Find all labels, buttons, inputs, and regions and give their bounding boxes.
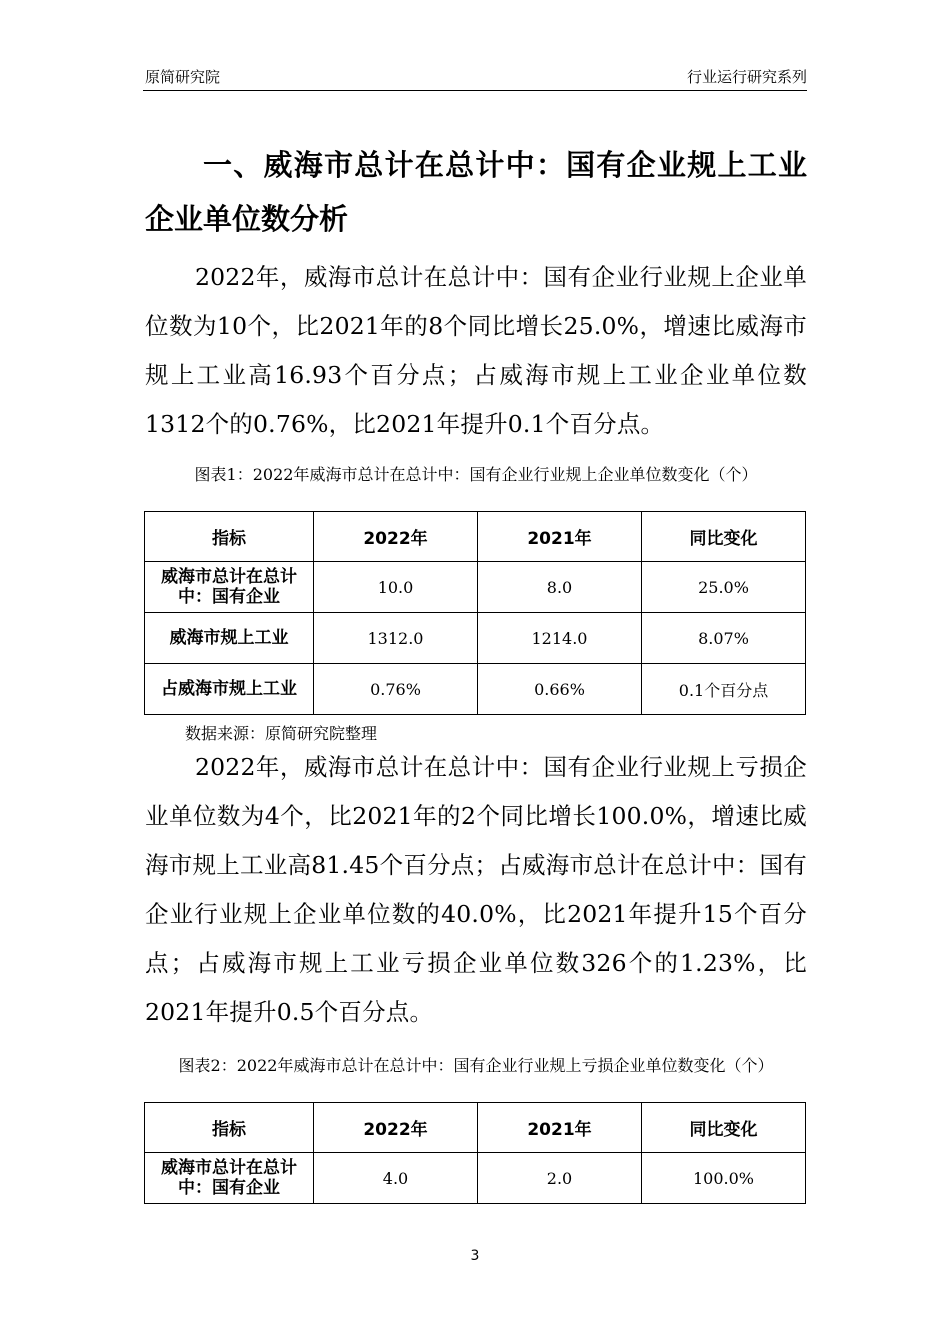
header-org: 原简研究院: [145, 68, 221, 86]
table-cell: 8.0: [478, 562, 642, 613]
table-cell: 威海市总计在总计中：国有企业: [145, 1153, 314, 1204]
table-cell: 威海市规上工业: [145, 613, 314, 664]
table-cell: 4.0: [314, 1153, 478, 1204]
table-cell: 0.1个百分点: [642, 664, 806, 715]
table-header-row: [145, 512, 806, 562]
table-header-row: [145, 1103, 806, 1153]
table-header-cell: 同比变化: [642, 512, 806, 562]
table-header-cell: 2022年: [314, 1103, 478, 1153]
data-source-note: 数据来源：原简研究院整理: [185, 724, 378, 743]
table-header-cell: 同比变化: [642, 1103, 806, 1153]
header-rule: [143, 90, 807, 91]
table-cell: 1312.0: [314, 613, 478, 664]
table-cell: 25.0%: [642, 562, 806, 613]
table-row: [145, 562, 806, 613]
table-row: [145, 613, 806, 664]
table-row: [145, 1153, 806, 1204]
header-series: 行业运行研究系列: [686, 68, 807, 86]
table-cell: 0.66%: [478, 664, 642, 715]
table-cell: 1214.0: [478, 613, 642, 664]
table-header-cell: 指标: [145, 1103, 314, 1153]
section-title: 一、威海市总计在总计中：国有企业规上工业企业单位数分析: [145, 148, 807, 236]
table-row: [145, 664, 806, 715]
table-header-cell: 2021年: [478, 1103, 642, 1153]
paragraph-2: 2022年，威海市总计在总计中：国有企业行业规上亏损企业单位数为4个，比2021年的2个同比增长100.0%，增速比威海市规上工业高81.45个百分点；占威海市总计在总计中：国有企业行业规上企业单位数的40.0%，比2021年提升15个百分点；占威海市规上工业亏损企业单位数326个的1.23%，比2021年提升0.5个百分点。: [145, 753, 807, 1026]
table-cell: 100.0%: [642, 1153, 806, 1204]
page-number: 3: [470, 1248, 480, 1264]
table-2-caption: 图表2：2022年威海市总计在总计中：国有企业行业规上亏损企业单位数变化（个）: [178, 1056, 774, 1075]
table-cell: 8.07%: [642, 613, 806, 664]
table-cell: 0.76%: [314, 664, 478, 715]
table-1: [144, 511, 806, 715]
paragraph-1: 2022年，威海市总计在总计中：国有企业行业规上企业单位数为10个，比2021年的8个同比增长25.0%，增速比威海市规上工业高16.93个百分点；占威海市规上工业企业单位数1312个的0.76%，比2021年提升0.1个百分点。: [145, 263, 807, 438]
table-cell: 10.0: [314, 562, 478, 613]
table-1-caption: 图表1：2022年威海市总计在总计中：国有企业行业规上企业单位数变化（个）: [194, 465, 758, 484]
table-cell: 占威海市规上工业: [145, 664, 314, 715]
table-2: [144, 1102, 806, 1204]
table-cell: 威海市总计在总计中：国有企业: [145, 562, 314, 613]
table-header-cell: 2021年: [478, 512, 642, 562]
table-header-cell: 指标: [145, 512, 314, 562]
table-header-cell: 2022年: [314, 512, 478, 562]
table-cell: 2.0: [478, 1153, 642, 1204]
